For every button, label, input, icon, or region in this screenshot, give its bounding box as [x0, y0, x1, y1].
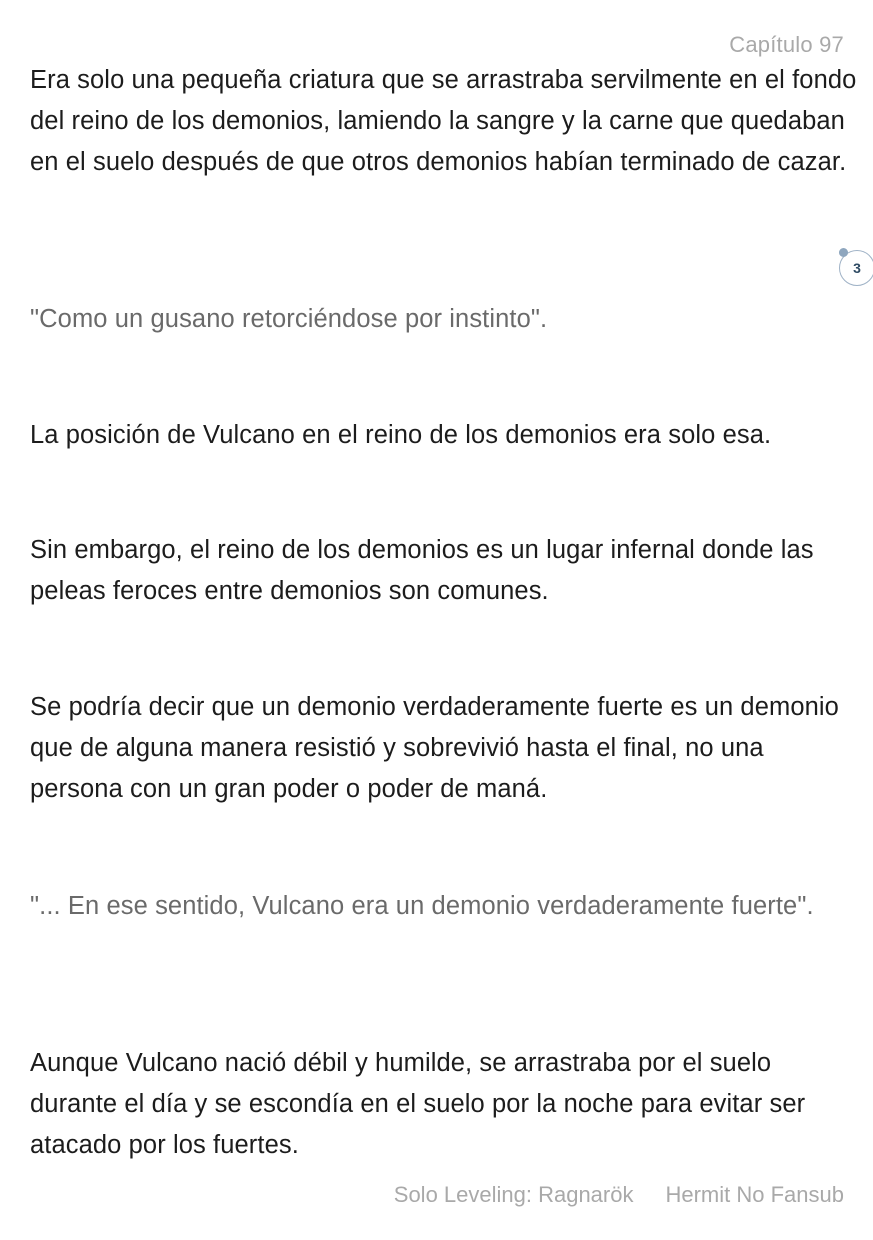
- paragraph-7: Aunque Vulcano nació débil y humilde, se arrastraba por el suelo durante el día y se escondía en el suelo por la noche para evitar ser atacado por los fuertes.: [30, 1049, 806, 1159]
- chapter-label: Capítulo 97: [729, 32, 844, 57]
- paragraph-2: "Como un gusano retorciéndose por instinto".: [30, 305, 548, 333]
- footer: [394, 1182, 844, 1208]
- group-name: Hermit No Fansub: [665, 1182, 844, 1207]
- paragraph-3: La posición de Vulcano en el reino de los demonios era solo esa.: [30, 421, 772, 449]
- badge-dot-icon: [839, 248, 848, 257]
- comment-count-badge[interactable]: [839, 250, 873, 286]
- paragraph-5: Se podría decir que un demonio verdaderamente fuerte es un demonio que de alguna manera resistió y sobrevivió hasta el final, no una persona con un gran poder o poder de maná.: [30, 693, 839, 803]
- series-title: Solo Leveling: Ragnarök: [393, 1182, 634, 1207]
- paragraph-1: Era solo una pequeña criatura que se arrastraba servilmente en el fondo del reino de los demonios, lamiendo la sangre y la carne que quedaban en el suelo después de que otros demonios habían terminado de cazar.: [30, 66, 857, 176]
- paragraph-6: "... En ese sentido, Vulcano era un demonio verdaderamente fuerte".: [30, 892, 814, 920]
- paragraph-4: Sin embargo, el reino de los demonios es un lugar infernal donde las peleas feroces entre demonios son comunes.: [30, 536, 814, 605]
- comment-count: 3: [853, 260, 861, 276]
